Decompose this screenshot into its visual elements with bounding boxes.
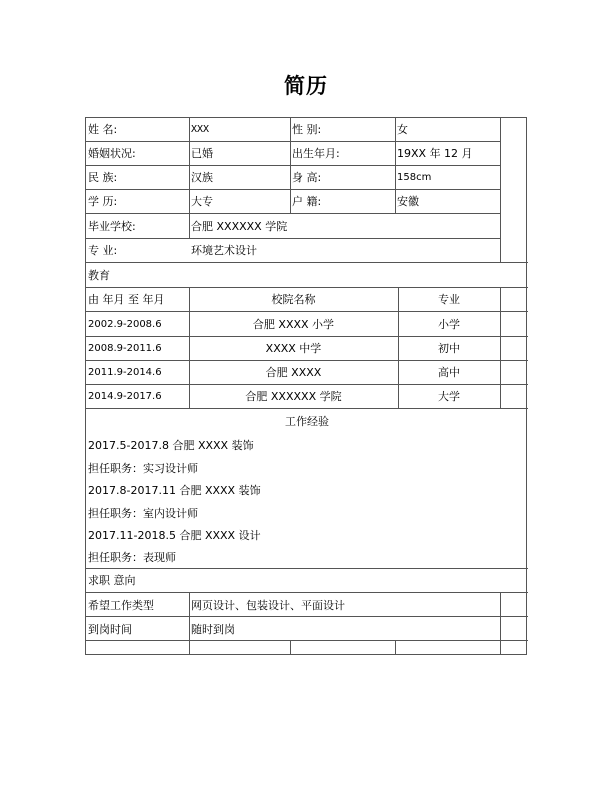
work-line: 2017.8-2017.11 合肥 XXXX 装饰: [88, 484, 261, 497]
edu-row-school: 合肥 XXXXXX 学院: [245, 390, 342, 403]
edu-row-school: 合肥 XXXX 小学: [252, 318, 335, 331]
work-line: 担任职务：实习设计师: [88, 462, 198, 475]
height-value: 158cm: [397, 172, 432, 183]
edu-header-major: 专业: [438, 293, 460, 306]
work-line: 2017.11-2018.5 合肥 XXXX 设计: [88, 529, 261, 542]
birth-value: 19XX 年 12 月: [397, 147, 473, 160]
ethnicity-value: 汉族: [191, 171, 213, 184]
edu-row-period: 2008.9-2011.6: [88, 343, 162, 354]
marital-label: 婚姻状况:: [88, 147, 136, 160]
gender-value: 女: [397, 123, 408, 136]
job-type-value: 网页设计、包装设计、平面设计: [191, 599, 345, 612]
major-label: 专 业:: [88, 244, 118, 257]
start-time-label: 到岗时间: [88, 623, 132, 636]
education-level-value: 大专: [191, 195, 213, 208]
edu-row-school: 合肥 XXXX: [265, 366, 322, 379]
start-time-value: 随时到岗: [191, 623, 235, 636]
edu-row-major: 初中: [438, 342, 460, 355]
edu-row-period: 2002.9-2008.6: [88, 319, 162, 330]
education-level-label: 学 历:: [88, 195, 118, 208]
major-value: 环境艺术设计: [191, 244, 257, 257]
school-label: 毕业学校:: [88, 220, 136, 233]
edu-row-major: 大学: [438, 390, 460, 403]
edu-header-period: 由 年月 至 年月: [88, 293, 165, 306]
work-line: 担任职务：室内设计师: [88, 507, 198, 520]
edu-row-major: 高中: [438, 366, 460, 379]
education-section-label: 教育: [88, 269, 110, 282]
work-line: 担任职务：表现师: [88, 551, 176, 564]
birth-label: 出生年月:: [292, 147, 340, 160]
edu-row-school: XXXX 中学: [265, 342, 322, 355]
work-line: 2017.5-2017.8 合肥 XXXX 装饰: [88, 439, 254, 452]
ethnicity-label: 民 族:: [88, 171, 118, 184]
resume-table: [85, 117, 527, 655]
edu-row-major: 小学: [438, 318, 460, 331]
hukou-value: 安徽: [397, 195, 419, 208]
edu-row-period: 2011.9-2014.6: [88, 367, 162, 378]
name-label: 姓 名:: [88, 123, 118, 136]
marital-value: 已婚: [191, 147, 213, 160]
height-label: 身 高:: [292, 171, 322, 184]
hukou-label: 户 籍:: [292, 195, 322, 208]
edu-header-school: 校院名称: [271, 293, 316, 306]
resume-title: 简历: [284, 74, 328, 98]
intent-section-label: 求职 意向: [88, 574, 136, 587]
work-section-label: 工作经验: [285, 415, 329, 428]
job-type-label: 希望工作类型: [88, 599, 154, 612]
edu-row-period: 2014.9-2017.6: [88, 391, 162, 402]
name-value: XXX: [191, 124, 210, 135]
school-value: 合肥 XXXXXX 学院: [191, 220, 288, 233]
gender-label: 性 别:: [292, 123, 322, 136]
